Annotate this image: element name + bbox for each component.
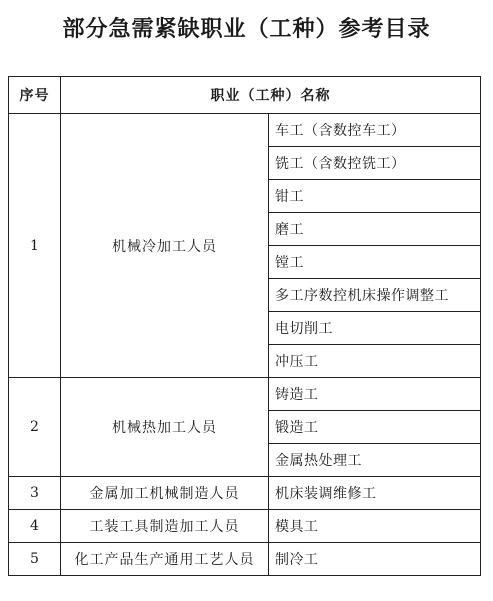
table-row xyxy=(9,510,481,543)
row-seq: 1 xyxy=(9,114,61,378)
header-name: 职业（工种）名称 xyxy=(61,77,481,114)
table-row xyxy=(9,378,481,411)
row-job: 制冷工 xyxy=(269,543,481,576)
row-job: 锻造工 xyxy=(269,411,481,444)
row-job: 车工（含数控车工） xyxy=(269,114,481,147)
row-job: 多工序数控机床操作调整工 xyxy=(269,279,481,312)
row-job: 钳工 xyxy=(269,180,481,213)
page-title: 部分急需紧缺职业（工种）参考目录 xyxy=(62,17,431,42)
row-category: 化工产品生产通用工艺人员 xyxy=(61,543,269,576)
row-job: 磨工 xyxy=(269,213,481,246)
row-category: 工装工具制造加工人员 xyxy=(61,510,269,543)
row-job: 镗工 xyxy=(269,246,481,279)
occupation-table xyxy=(8,76,481,576)
header-seq: 序号 xyxy=(9,77,61,114)
row-job: 金属热处理工 xyxy=(269,444,481,477)
row-seq: 4 xyxy=(9,510,61,543)
row-job: 铸造工 xyxy=(269,378,481,411)
table-row xyxy=(9,114,481,147)
row-job: 机床装调维修工 xyxy=(269,477,481,510)
row-seq: 2 xyxy=(9,378,61,477)
row-category: 机械热加工人员 xyxy=(61,378,269,477)
row-seq: 5 xyxy=(9,543,61,576)
row-seq: 3 xyxy=(9,477,61,510)
row-category: 机械冷加工人员 xyxy=(61,114,269,378)
table-header-row xyxy=(9,77,481,114)
row-job: 电切削工 xyxy=(269,312,481,345)
row-job: 模具工 xyxy=(269,510,481,543)
table-row xyxy=(9,543,481,576)
table-row xyxy=(9,477,481,510)
row-category: 金属加工机械制造人员 xyxy=(61,477,269,510)
row-job: 冲压工 xyxy=(269,345,481,378)
row-job: 铣工（含数控铣工） xyxy=(269,147,481,180)
table-body xyxy=(9,114,481,576)
